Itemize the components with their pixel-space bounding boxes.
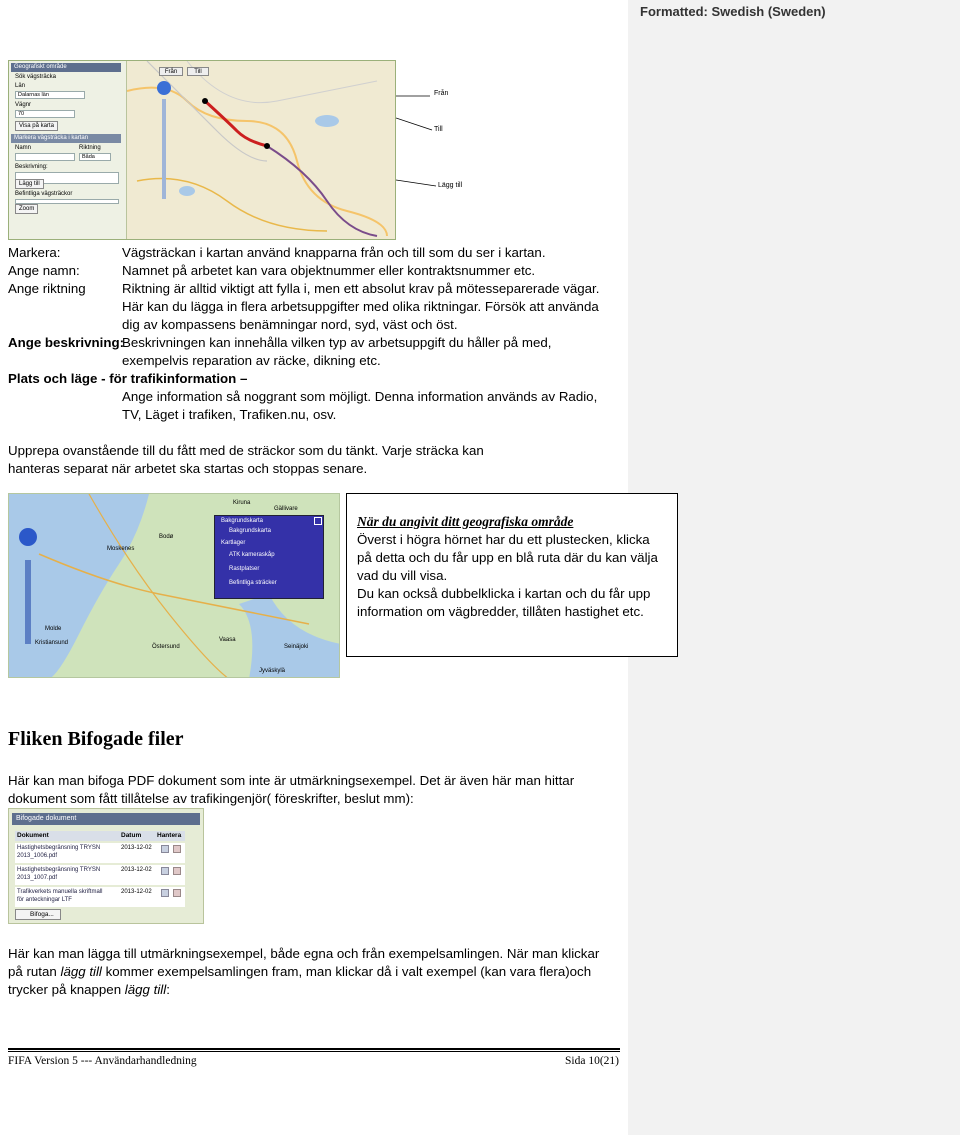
comment-title: Formatted: Swedish (Sweden) [640, 4, 826, 19]
delete-icon[interactable] [173, 845, 181, 853]
info-box-line-4: Du kan också dubbelklicka i kartan och du får upp [357, 586, 651, 601]
search-icon[interactable] [161, 867, 169, 875]
def-text-beskrivning-2: exempelvis reparation av räcke, dikning etc. [122, 353, 381, 368]
compass-icon[interactable] [19, 528, 37, 546]
def-text-beskrivning-1: Beskrivningen kan innehålla vilken typ av arbetsuppgift du håller på med, [122, 335, 552, 350]
def-text-riktning-1: Riktning är alltid viktigt att fylla i, men ett absolut krav på mötesseparerade vägar. [122, 281, 600, 296]
namn-label: Namn [15, 145, 32, 151]
def-text-riktning-3: dig av kompassens benämningar nord, syd, väst och öst. [122, 317, 458, 332]
city-label: Kiruna [233, 500, 251, 506]
info-box-line-3: vad du vill visa. [357, 568, 448, 583]
city-label: Molde [45, 626, 62, 632]
table-row[interactable] [15, 843, 185, 863]
def-text-namn: Namnet på arbetet kan vara objektnummer eller kontraktsnummer etc. [122, 263, 536, 278]
bifoga-button[interactable]: Bifoga... [15, 909, 61, 920]
info-box-line-1: Överst i högra hörnet har du ett plustecken, klicka [357, 532, 650, 547]
geo-form-panel [9, 61, 127, 240]
layer-item-rastplatser[interactable]: Rastplatser [229, 566, 260, 572]
city-label: Vaasa [219, 637, 236, 643]
info-box-line-5: information om vägbredder, tillåten hastighet etc. [357, 604, 644, 619]
lagg-text-2a: på rutan [8, 964, 61, 979]
minus-icon[interactable] [314, 517, 322, 525]
search-icon[interactable] [161, 889, 169, 897]
plats-line-2: TV, Läget i trafiken, Trafiken.nu, osv. [122, 407, 337, 422]
doc-link[interactable]: 2013_1006.pdf [17, 853, 58, 859]
info-box-line-2: på detta och du får upp en blå ruta där du kan välja [357, 550, 658, 565]
layer-head-kartlager: Kartlager [221, 540, 246, 546]
city-label: Gällivare [274, 506, 298, 512]
visa-pa-karta-button[interactable]: Visa på karta [15, 121, 58, 131]
def-text-markera: Vägsträckan i kartan använd knapparna från och till som du ser i kartan. [122, 245, 546, 260]
lagg-till-button[interactable]: Lägg till [15, 179, 44, 189]
footer-left: FIFA Version 5 --- Användarhandledning [8, 1055, 197, 1067]
lagg-text-3-italic: lägg till [124, 982, 167, 997]
plats-heading: Plats och läge - för trafikinformation – [8, 371, 248, 386]
bifoga-text-1: Här kan man bifoga PDF dokument som inte är utmärkningsexempel. Det är även här man hittar [8, 773, 575, 788]
lagg-text-3a: trycker på knappen [8, 982, 125, 997]
callout-till-label: Till [434, 126, 443, 133]
bifogade-title: Bifogade dokument [12, 813, 200, 825]
def-term-markera: Markera: [8, 245, 61, 260]
city-label: Jyväskylä [259, 668, 286, 674]
delete-icon[interactable] [173, 889, 181, 897]
lan-select[interactable]: Dalarnas län [15, 91, 85, 99]
city-label: Moskenes [107, 546, 135, 552]
vagnr-label: Vägnr [15, 102, 32, 108]
namn-input[interactable] [15, 153, 75, 161]
befintliga-label: Befintliga vägsträckor [15, 191, 73, 197]
def-text-riktning-2: Här kan du lägga in flera arbetsuppgifter med olika riktningar. Försök att använda [122, 299, 599, 314]
city-label: Seinäjoki [284, 644, 309, 650]
col-datum: Datum [121, 832, 142, 839]
doc-link[interactable]: Trafikverkets manuella skriftmall [17, 889, 103, 895]
footer-rule-thin [8, 1051, 620, 1052]
delete-icon[interactable] [173, 867, 181, 875]
doc-date: 2013-12-02 [121, 845, 152, 851]
riktning-select[interactable]: Båda [79, 153, 111, 161]
city-label: Östersund [152, 644, 180, 650]
compass-icon[interactable] [157, 81, 171, 95]
panel-title: Geografiskt område [11, 63, 121, 72]
lagg-text-2b: kommer exempelsamlingen fram, man klickar då i valt exempel (kan vara flera)och [101, 964, 592, 979]
bifoga-text-2: dokument som fått tillåtelse av trafikingenjör( föreskrifter, beslut mm): [8, 791, 414, 806]
footer-rule [8, 1048, 620, 1050]
col-hantera: Hantera [157, 832, 182, 839]
def-term-riktning: Ange riktning [8, 281, 86, 296]
table-row[interactable] [15, 887, 185, 907]
doc-date: 2013-12-02 [121, 889, 152, 895]
table-row[interactable] [15, 865, 185, 885]
doc-link[interactable]: Hastighetsbegränsning TRYSN [17, 867, 101, 873]
doc-link[interactable]: Hastighetsbegränsning TRYSN [17, 845, 101, 851]
def-term-namn: Ange namn: [8, 263, 80, 278]
screenshot-map-layers [8, 493, 340, 678]
col-dokument: Dokument [17, 832, 49, 839]
info-box [346, 493, 678, 657]
markera-header: Markera vägsträcka i kartan [11, 134, 121, 143]
city-label: Kristiansund [35, 640, 69, 646]
till-map-button[interactable]: Till [187, 67, 209, 76]
layer-item-befintliga[interactable]: Befintliga sträcker [229, 580, 277, 586]
screenshot-map-form [8, 60, 396, 240]
lagg-text-1: Här kan man lägga till utmärkningsexempel, både egna och från exempelsamlingen. När man klickar [8, 946, 600, 961]
lagg-text-2 [8, 963, 591, 981]
layer-panel[interactable] [214, 515, 324, 599]
fran-map-button[interactable]: Från [159, 67, 183, 76]
table-header [15, 831, 185, 841]
callout-fran-label: Från [434, 90, 449, 97]
section-title: Fliken Bifogade filer [8, 728, 184, 750]
upprepa-line-2: hanteras separat när arbetet ska startas och stoppas senare. [8, 461, 368, 476]
search-icon[interactable] [161, 845, 169, 853]
doc-link[interactable]: för anteckningar LTF [17, 897, 72, 903]
zoom-slider[interactable] [162, 99, 166, 199]
zoom-button[interactable]: Zoom [15, 204, 38, 214]
lagg-text-2-italic: lägg till [60, 964, 102, 979]
city-label: Bodø [159, 534, 174, 540]
riktning-label: Riktning [79, 145, 101, 151]
layer-item-bakgrund[interactable]: Bakgrundskarta [229, 528, 272, 534]
vagnr-input[interactable]: 70 [15, 110, 75, 118]
layer-head-bakgrund: Bakgrundskarta [221, 518, 264, 524]
lan-label: Län [15, 83, 26, 89]
doc-date: 2013-12-02 [121, 867, 152, 873]
map-view[interactable] [127, 61, 396, 240]
beskrivning-label: Beskrivning: [15, 164, 48, 170]
doc-link[interactable]: 2013_1007.pdf [17, 875, 58, 881]
lagg-text-3 [8, 981, 170, 999]
info-box-title: När du angivit ditt geografiska område [357, 514, 574, 529]
footer-page-number: Sida 10(21) [565, 1055, 619, 1067]
search-label: Sök vägsträcka [15, 74, 57, 80]
screenshot-bifogade [8, 808, 204, 924]
layer-item-atk[interactable]: ATK kameraskåp [229, 552, 275, 558]
callout-lagg-till-label: Lägg till [438, 182, 463, 189]
def-term-beskrivning: Ange beskrivning: [8, 335, 124, 350]
plats-line-1: Ange information så noggrant som möjligt. Denna information används av Radio, [122, 389, 598, 404]
lagg-text-3b: : [166, 982, 170, 997]
upprepa-line-1: Upprepa ovanstående till du fått med de sträckor som du tänkt. Varje sträcka kan [8, 443, 484, 458]
zoom-slider[interactable] [25, 560, 31, 644]
